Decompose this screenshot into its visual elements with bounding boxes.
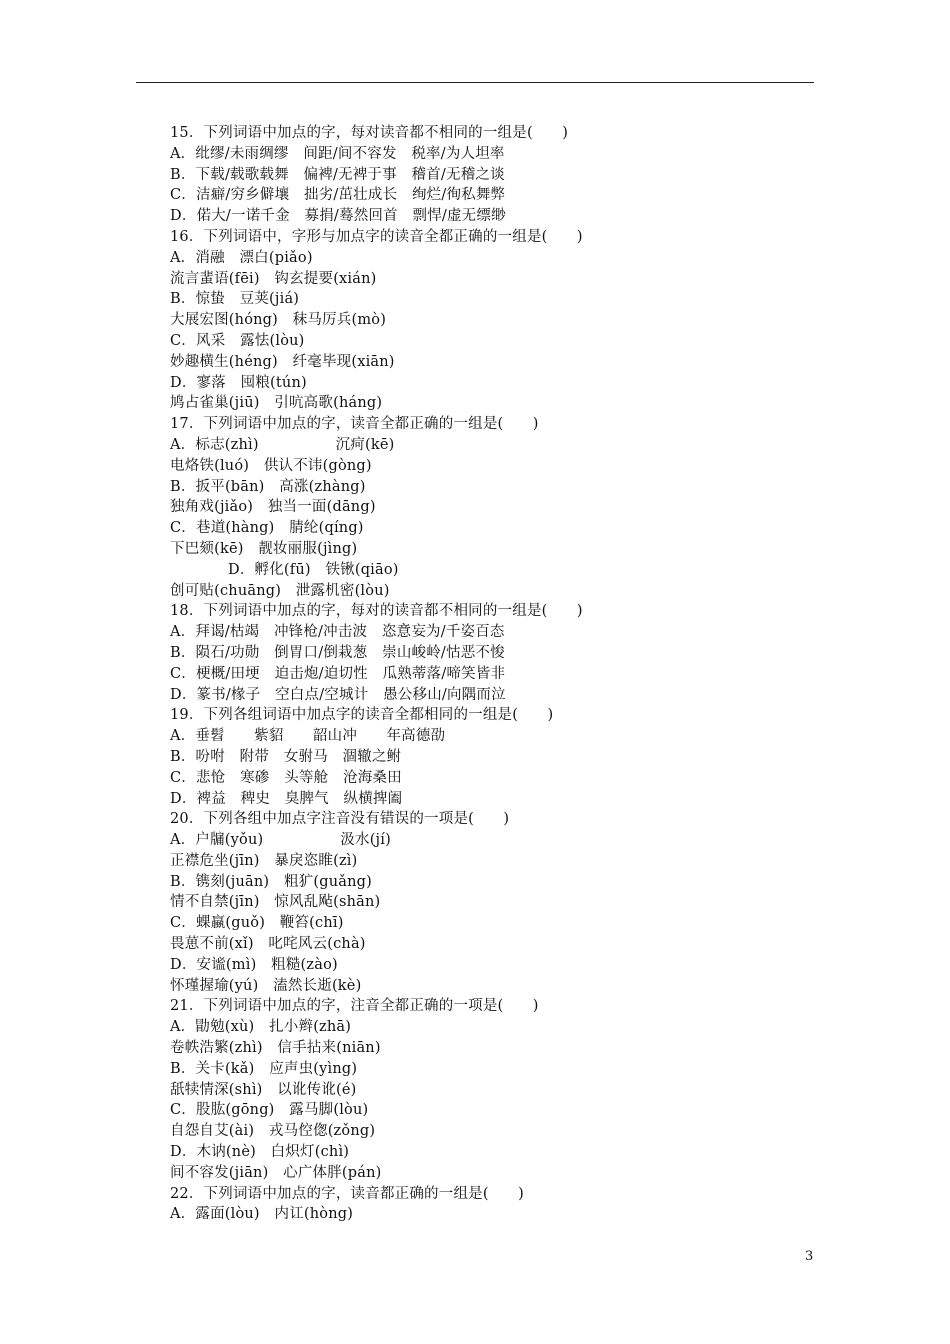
text-line: 舐犊情深(shì) 以讹传讹(é) [170,1081,357,1098]
text-line: 卷帙浩繁(zhì) 信手拈来(niān) [170,1040,381,1057]
text-line: A．纰缪/未雨绸缪 间距/间不容发 税率/为人坦率 [170,145,505,162]
text-line: D．孵化(fū) 铁锹(qiāo) [228,561,399,578]
text-line: B．陨石/功勋 倒胃口/倒栽葱 崇山峻岭/怙恶不悛 [170,644,505,661]
text-line: D．木讷(nè) 白炽灯(chì) [170,1144,350,1161]
text-line: C．悲怆 寒碜 头等舱 沧海桑田 [170,769,402,786]
text-line: 怀瑾握瑜(yú) 溘然长逝(kè) [170,977,362,994]
text-line: 电烙铁(luó) 供认不讳(gòng) [170,457,372,474]
text-line: C．洁癖/穷乡僻壤 拙劣/茁壮成长 绚烂/徇私舞弊 [170,187,506,204]
text-line: 情不自禁(jīn) 惊风乱飐(shān) [170,894,381,911]
text-line: 16．下列词语中，字形与加点字的读音全都正确的一组是( ) [170,228,583,245]
text-line: D．裨益 稗史 臭脾气 纵横捭阖 [170,790,403,807]
text-line: B．镌刻(juān) 粗犷(guǎng) [170,873,372,890]
text-line: 自怨自艾(ài) 戎马倥偬(zǒng) [170,1123,376,1140]
text-line: A．拜谒/枯竭 冲锋枪/冲击波 恣意妄为/千姿百态 [170,624,505,641]
text-line: 流言蜚语(fēi) 钩玄提要(xián) [170,270,377,287]
text-line: D．安谧(mì) 粗糙(zào) [170,956,338,973]
text-line: B．惊蛰 豆荚(jiá) [170,291,300,308]
text-line: B．下载/载歌载舞 偏裨/无裨于事 稽首/无稽之谈 [170,166,505,183]
text-line: 22．下列词语中加点的字，读音都正确的一组是( ) [170,1185,524,1202]
text-line: A．露面(lòu) 内讧(hòng) [170,1206,354,1223]
text-line: 15．下列词语中加点的字，每对读音都不相同的一组是( ) [170,125,569,141]
text-line: 18．下列词语中加点的字，每对的读音都不相同的一组是( ) [170,603,583,620]
text-line: C．风采 露怯(lòu) [170,332,305,349]
text-line: 妙趣横生(héng) 纤毫毕现(xiān) [170,353,395,370]
text-line: 20．下列各组中加点字注音没有错误的一项是( ) [170,811,510,828]
text-line: C．巷道(hàng) 腈纶(qíng) [170,520,364,537]
text-line: B．扳平(bān) 高涨(zhàng) [170,478,366,495]
text-line: 下巴颏(kē) 靓妆丽服(jìng) [170,540,358,557]
text-line: 大展宏图(hóng) 秣马厉兵(mò) [170,312,387,329]
text-line: 间不容发(jiān) 心广体胖(pán) [170,1164,382,1181]
text-line: D．偌大/一诺千金 募捐/蓦然回首 剽悍/虚无缥缈 [170,208,506,225]
text-line: D．篆书/椽子 空白点/空城计 愚公移山/向隅而泣 [170,686,506,703]
text-line: 鸠占雀巢(jiū) 引吭高歌(háng) [170,395,383,412]
text-line: 21．下列词语中加点的字，注音全都正确的一项是( ) [170,998,539,1015]
text-line: A．户牖(yǒu) 汲水(jí) [170,832,391,849]
text-line: 独角戏(jiǎo) 独当一面(dāng) [170,499,376,516]
text-line: D．寥落 囤粮(tún) [170,374,307,391]
page-number: 3 [805,1249,814,1264]
text-line: 19．下列各组词语中加点字的读音全都相同的一组是( ) [170,707,554,724]
text-line: A．勖勉(xù) 扎小辫(zhā) [170,1019,352,1036]
text-line: A．垂髫 紫貂 韶山冲 年高德劭 [170,728,446,745]
text-line: C．股肱(gōng) 露马脚(lòu) [170,1102,369,1119]
text-line: 正襟危坐(jīn) 暴戾恣睢(zì) [170,852,358,869]
text-line: 17．下列词语中加点的字，读音全都正确的一组是( ) [170,416,539,433]
text-line: C．梗概/田埂 迫击炮/迫切性 瓜熟蒂落/啼笑皆非 [170,665,506,682]
question-list [170,123,820,1225]
text-line: A．标志(zhì) 沉疴(kē) [170,436,395,453]
text-line: C．蜾蠃(guǒ) 鞭笞(chī) [170,915,344,932]
header-rule [136,82,814,83]
text-line: B．关卡(kǎ) 应声虫(yìng) [170,1060,358,1077]
text-line: B．吩咐 附带 女驸马 涸辙之鲋 [170,748,402,765]
text-line: 畏葸不前(xǐ) 叱咤风云(chà) [170,936,366,953]
text-line: A．消融 漂白(piǎo) [170,249,313,266]
text-line: 创可贴(chuāng) 泄露机密(lòu) [170,582,390,599]
